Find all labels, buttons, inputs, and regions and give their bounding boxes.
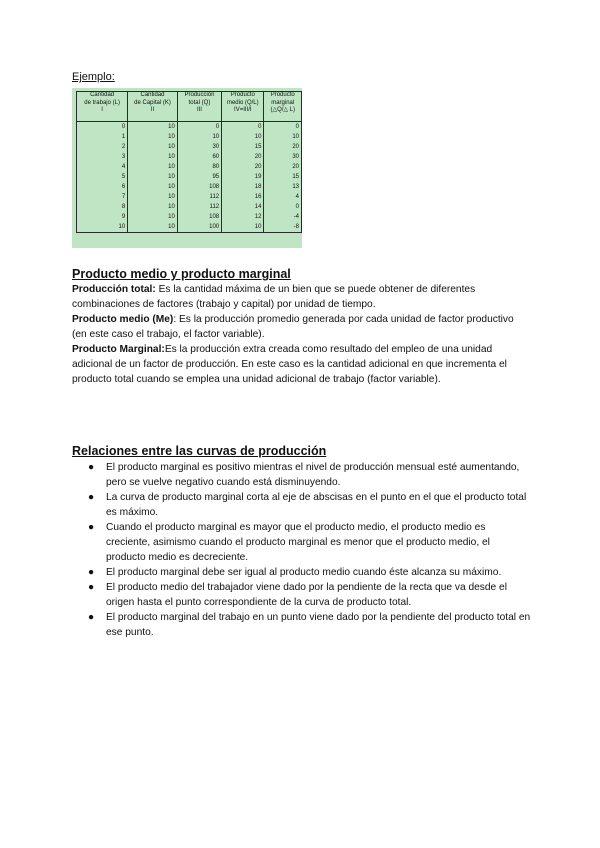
cell-labor: 10 [77,222,128,233]
cell-marginal: -8 [264,222,302,233]
table-row [77,172,302,182]
bullet-icon: ● [88,582,95,593]
bullet-icon: ● [88,567,95,578]
cell-marginal: 20 [264,162,302,172]
table-row [77,222,302,233]
table-row [77,152,302,162]
table-row [77,122,302,133]
bullet-icon: ● [88,462,95,473]
header-average: Producto medio (Q/L) IV=III/I [222,92,264,122]
table-row [77,132,302,142]
table-row [77,212,302,222]
cell-average: 19 [222,172,264,182]
cell-marginal: 0 [264,122,302,133]
cell-average: 20 [222,152,264,162]
cell-labor: 1 [77,132,128,142]
cell-capital: 10 [128,222,178,233]
cell-total: 112 [177,202,221,212]
bullet-icon: ● [88,492,95,503]
cell-marginal: 4 [264,192,302,202]
header-labor: Cantidad de trabajo (L) I [77,92,128,122]
list-item: ● El producto marginal del trabajo en un punto viene dado por la pendiente del producto total en ese punto. [88,612,531,638]
cell-labor: 9 [77,212,128,222]
header-capital: Cantidad de Capital (K) II [128,92,178,122]
cell-average: 16 [222,192,264,202]
cell-capital: 10 [128,162,178,172]
cell-marginal: 30 [264,152,302,162]
cell-labor: 3 [77,152,128,162]
cell-capital: 10 [128,142,178,152]
cell-capital: 10 [128,212,178,222]
cell-labor: 4 [77,162,128,172]
section-title-relaciones: Relaciones entre las curvas de producción [72,444,327,458]
term-marginal: Producto Marginal: [72,344,165,355]
cell-labor: 5 [77,172,128,182]
bullet-icon: ● [88,612,95,623]
definition-total [72,282,528,312]
cell-capital: 10 [128,192,178,202]
list-item: ● El producto marginal es positivo mientras el nivel de producción mensual esté aumentando, pero se vuelve negativo cuando está disminuyendo. [88,462,520,488]
table-row [77,182,302,192]
cell-total: 30 [177,142,221,152]
definition-medio-text: : Es la producción promedio generada por cada unidad de factor productivo (en este caso el trabajo, el factor variable). [72,314,514,340]
cell-average: 12 [222,212,264,222]
cell-capital: 10 [128,202,178,212]
cell-average: 20 [222,162,264,172]
cell-capital: 10 [128,132,178,142]
header-marginal: Producto marginal (△Q/△ L) [264,92,302,122]
table-row [77,162,302,172]
definition-marginal [72,342,528,387]
cell-total: 112 [177,192,221,202]
section-title-medio-marginal: Producto medio y producto marginal [72,267,291,281]
cell-total: 100 [177,222,221,233]
cell-total: 95 [177,172,221,182]
cell-total: 10 [177,132,221,142]
cell-capital: 10 [128,152,178,162]
cell-total: 108 [177,182,221,192]
cell-marginal: -4 [264,212,302,222]
definition-medio [72,312,528,342]
definition-marginal-text: Es la producción extra creada como resultado del empleo de una unidad adicional de un factor de producción. En este caso es la cantidad adicional en que incrementa el producto total cuando se emplea una unidad adicional de trabajo (factor variable). [72,344,507,385]
table-row [77,202,302,212]
list-item: ● La curva de producto marginal corta al eje de abscisas en el punto en el que el producto total es máximo. [88,492,527,518]
cell-average: 15 [222,142,264,152]
cell-marginal: 0 [264,202,302,212]
cell-average: 10 [222,132,264,142]
cell-capital: 10 [128,172,178,182]
table-header-row [77,92,302,122]
cell-labor: 0 [77,122,128,133]
table-row [77,142,302,152]
production-table [76,91,302,233]
list-item: ● Cuando el producto marginal es mayor que el producto medio, el producto medio es creciente, asimismo cuando el producto marginal es menor que el producto medio, el producto medio es decreciente. [88,522,490,563]
bullet-icon: ● [88,522,95,533]
cell-labor: 7 [77,192,128,202]
cell-labor: 6 [77,182,128,192]
cell-marginal: 13 [264,182,302,192]
cell-total: 108 [177,212,221,222]
cell-average: 0 [222,122,264,133]
cell-total: 60 [177,152,221,162]
cell-labor: 2 [77,142,128,152]
cell-marginal: 10 [264,132,302,142]
cell-capital: 10 [128,182,178,192]
list-item: ● El producto marginal debe ser igual al producto medio cuando éste alcanza su máximo. [88,567,502,578]
term-medio: Producto medio (Me) [72,314,174,325]
cell-average: 10 [222,222,264,233]
cell-marginal: 20 [264,142,302,152]
definition-total-text: Es la cantidad máxima de un bien que se puede obtener de diferentes combinaciones de factores (trabajo y capital) por unidad de tiempo. [72,284,476,310]
cell-labor: 8 [77,202,128,212]
header-total: Producción total (Q) III [177,92,221,122]
example-label: Ejemplo: [72,71,115,83]
cell-average: 18 [222,182,264,192]
cell-total: 0 [177,122,221,133]
production-table-image [72,88,302,248]
definitions-section [72,266,528,387]
cell-capital: 10 [128,122,178,133]
list-item: ● El producto medio del trabajador viene dado por la pendiente de la recta que va desde el origen hasta el punto correspondiente de la curva de producto total. [88,582,507,608]
cell-total: 80 [177,162,221,172]
relations-list [72,460,532,640]
cell-marginal: 15 [264,172,302,182]
table-row [77,192,302,202]
term-total: Producción total: [72,284,156,295]
cell-average: 14 [222,202,264,212]
